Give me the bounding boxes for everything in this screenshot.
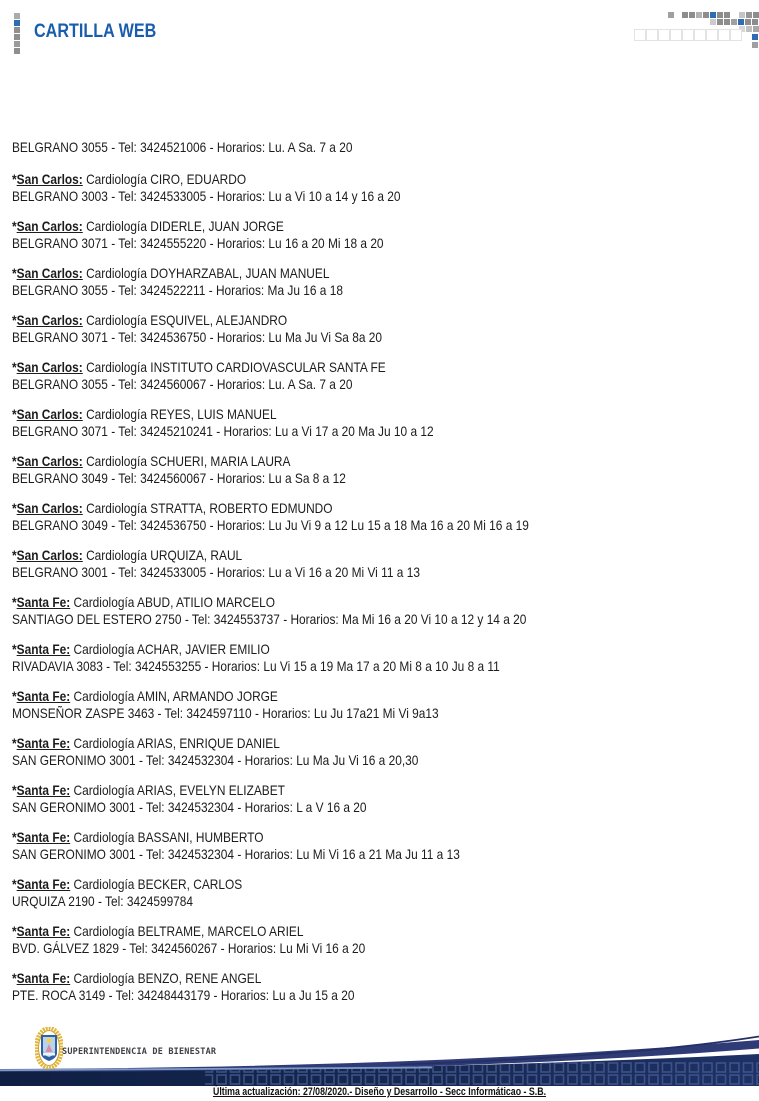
entry-name: DOYHARZABAL, JUAN MANUEL [150,265,330,281]
entry-location: Santa Fe: [16,829,71,845]
entry-name: DIDERLE, JUAN JORGE [150,218,284,234]
mosaic-square [703,12,709,18]
mosaic-square [717,12,723,18]
entry-specialty: Cardiología [86,500,147,516]
entry-marker: * [12,782,17,798]
entry-header-line [12,171,759,188]
entry-header-line [12,453,759,470]
logo-square [14,20,20,26]
entry-specialty: Cardiología [86,359,147,375]
entry-marker: * [12,359,17,375]
entry-specialty: Cardiología [73,829,135,845]
entry-details: BELGRANO 3071 - Tel: 3424555220 - Horarios: Lu 16 a 20 Mi 18 a 20 [12,235,384,251]
mosaic-square [710,19,716,25]
logo-square [14,27,20,33]
entry-name: BENZO, RENE ANGEL [137,970,262,986]
mosaic-outline-square [718,29,730,41]
entry-marker: * [12,171,17,187]
provider-entry [12,547,759,581]
entry-name: BELTRAME, MARCELO ARIEL [137,923,304,939]
entry-location: Santa Fe: [16,876,71,892]
entry-details: PTE. ROCA 3149 - Tel: 34248443179 - Horarios: Lu a Ju 15 a 20 [12,987,355,1003]
mosaic-outline-square [634,29,646,41]
crest-logo [35,1027,63,1069]
mosaic-outline-square [706,29,718,41]
entry-location: Santa Fe: [16,594,71,610]
entry-location: Santa Fe: [16,735,71,751]
entry-specialty: Cardiología [73,688,135,704]
entry-specialty: Cardiología [73,970,135,986]
entry-details: BELGRANO 3001 - Tel: 3424533005 - Horarios: Lu a Vi 16 a 20 Mi Vi 11 a 13 [12,564,420,580]
provider-entry [12,312,759,346]
entry-name: ACHAR, JAVIER EMILIO [137,641,270,657]
entry-marker: * [12,876,17,892]
entry-details: BELGRANO 3055 - Tel: 3424560067 - Horarios: Lu. A Sa. 7 a 20 [12,376,353,392]
mosaic-outline-square [694,29,706,41]
entry-location: San Carlos: [16,312,83,328]
entry-details: BELGRANO 3055 - Tel: 3424522211 - Horarios: Ma Ju 16 a 18 [12,282,343,298]
entry-marker: * [12,312,17,328]
entry-header-line [12,735,759,752]
entry-location: San Carlos: [16,500,83,516]
provider-list [12,139,759,1017]
provider-entry [12,500,759,534]
org-name: SUPERINTENDENCIA DE BIENESTAR [62,1047,217,1057]
entry-header-line [12,829,759,846]
entry-name: INSTITUTO CARDIOVASCULAR SANTA FE [150,359,386,375]
mosaic-square [724,19,730,25]
entry-location: Santa Fe: [16,923,71,939]
entry-name: REYES, LUIS MANUEL [150,406,277,422]
entry-header-line [12,782,759,799]
entry-header-line [12,641,759,658]
entry-specialty: Cardiología [73,594,135,610]
entry-marker: * [12,218,17,234]
entry-specialty: Cardiología [73,782,135,798]
entry-header-line [12,312,759,329]
entry-marker: * [12,594,17,610]
entry-name: ARIAS, ENRIQUE DANIEL [137,735,280,751]
mosaic-square [753,26,759,32]
entry-marker: * [12,641,17,657]
provider-entry [12,876,759,910]
entry-specialty: Cardiología [86,453,147,469]
logo-square [14,13,20,19]
entry-location: San Carlos: [16,547,83,563]
mosaic-square [710,12,716,18]
entry-details: BVD. GÁLVEZ 1829 - Tel: 3424560267 - Horarios: Lu Mi Vi 16 a 20 [12,940,366,956]
entry-details: SAN GERONIMO 3001 - Tel: 3424532304 - Horarios: Lu Mi Vi 16 a 21 Ma Ju 11 a 13 [12,846,460,862]
entry-location: Santa Fe: [16,688,71,704]
entry-specialty: Cardiología [73,923,135,939]
entry-specialty: Cardiología [86,265,147,281]
entry-details: BELGRANO 3049 - Tel: 3424560067 - Horarios: Lu a Sa 8 a 12 [12,470,346,486]
entry-header-line [12,688,759,705]
mosaic-outline-square [730,29,742,41]
entry-details: SAN GERONIMO 3001 - Tel: 3424532304 - Horarios: L a V 16 a 20 [12,799,367,815]
entry-location: Santa Fe: [16,641,71,657]
entry-marker: * [12,547,17,563]
entry-specialty: Cardiología [73,641,135,657]
entry-marker: * [12,688,17,704]
entry-header-line [12,876,759,893]
mosaic-square [689,12,695,18]
footer-update-line: Última actualización: 27/08/2020.- Diseño y Desarrollo - Secc Informáticao - S.B. [212,1086,547,1098]
entry-name: ARIAS, EVELYN ELIZABET [137,782,285,798]
entry-details: BELGRANO 3049 - Tel: 3424536750 - Horarios: Lu Ju Vi 9 a 12 Lu 15 a 18 Ma 16 a 20 Mi 16 a 19 [12,517,529,533]
mosaic-square [752,42,758,48]
entry-location: San Carlos: [16,406,83,422]
entry-header-line [12,547,759,564]
entry-header-line [12,406,759,423]
entry-header-line [12,500,759,517]
entry-location: San Carlos: [16,359,83,375]
provider-entry [12,406,759,440]
mosaic-square [752,34,758,40]
provider-entry [12,923,759,957]
mosaic-square [724,12,730,18]
entry-name: AMIN, ARMANDO JORGE [137,688,278,704]
entry-marker: * [12,453,17,469]
entry-header-line [12,923,759,940]
logo-square [14,34,20,40]
entry-marker: * [12,735,17,751]
mosaic-square [717,19,723,25]
entry-header-line [12,970,759,987]
mosaic-square [731,19,737,25]
entry-location: Santa Fe: [16,782,71,798]
entry-details: SANTIAGO DEL ESTERO 2750 - Tel: 3424553737 - Horarios: Ma Mi 16 a 20 Vi 10 a 12 y 14 a 20 [12,611,527,627]
entry-location: Santa Fe: [16,970,71,986]
entry-name: BASSANI, HUMBERTO [137,829,264,845]
mosaic-square [738,19,744,25]
logo-square [14,48,20,54]
entry-specialty: Cardiología [73,876,135,892]
mosaic-square [746,12,752,18]
entry-details: RIVADAVIA 3083 - Tel: 3424553255 - Horarios: Lu Vi 15 a 19 Ma 17 a 20 Mi 8 a 10 Ju 8 a 11 [12,658,500,674]
provider-entry [12,829,759,863]
entry-header-line [12,265,759,282]
page-footer [0,1026,759,1101]
entry-specialty: Cardiología [86,547,147,563]
entry-name: CIRO, EDUARDO [150,171,247,187]
mosaic-square [739,12,745,18]
entry-details: BELGRANO 3071 - Tel: 3424536750 - Horarios: Lu Ma Ju Vi Sa 8a 20 [12,329,383,345]
mosaic-square [753,12,759,18]
provider-entry [12,594,759,628]
provider-entry [12,359,759,393]
mosaic-outline-square [658,29,670,41]
entry-name: URQUIZA, RAUL [150,547,243,563]
provider-entry [12,171,759,205]
entry-name: SCHUERI, MARIA LAURA [150,453,291,469]
entry-header-line [12,594,759,611]
entry-name: STRATTA, ROBERTO EDMUNDO [150,500,333,516]
entry-marker: * [12,829,17,845]
entry-marker: * [12,500,17,516]
entry-specialty: Cardiología [86,312,147,328]
provider-entry [12,970,759,1004]
provider-entry [12,688,759,722]
mosaic-square [746,26,752,32]
entry-location: San Carlos: [16,218,83,234]
provider-entry [12,218,759,252]
mosaic-square [745,19,751,25]
provider-entry [12,782,759,816]
mosaic-outline-square [646,29,658,41]
logo-square [14,41,20,47]
entry-marker: * [12,265,17,281]
mosaic-square [696,12,702,18]
entry-marker: * [12,923,17,939]
mosaic-square [682,12,688,18]
app-title: CARTILLA WEB [34,21,157,42]
entry-specialty: Cardiología [73,735,135,751]
entry-location: San Carlos: [16,171,83,187]
entry-header-line [12,359,759,376]
entry-details: MONSEÑOR ZASPE 3463 - Tel: 3424597110 - Horarios: Lu Ju 17a21 Mi Vi 9a13 [12,705,439,721]
entry-details: URQUIZA 2190 - Tel: 3424599784 [12,893,194,909]
provider-entry [12,265,759,299]
entry-header-line [12,218,759,235]
entry-details: BELGRANO 3071 - Tel: 34245210241 - Horarios: Lu a Vi 17 a 20 Ma Ju 10 a 12 [12,423,434,439]
entry-details: SAN GERONIMO 3001 - Tel: 3424532304 - Horarios: Lu Ma Ju Vi 16 a 20,30 [12,752,419,768]
entry-name: ABUD, ATILIO MARCELO [137,594,276,610]
entry-location: San Carlos: [16,453,83,469]
entry-name: BECKER, CARLOS [137,876,243,892]
mosaic-square [668,12,674,18]
mosaic-outline-square [682,29,694,41]
provider-entry [12,641,759,675]
entry-marker: * [12,970,17,986]
provider-entry [12,735,759,769]
entry-specialty: Cardiología [86,171,147,187]
entry-specialty: Cardiología [86,406,147,422]
entry-specialty: Cardiología [86,218,147,234]
provider-entry [12,453,759,487]
entry-details: BELGRANO 3003 - Tel: 3424533005 - Horarios: Lu a Vi 10 a 14 y 16 a 20 [12,188,401,204]
entry-location: San Carlos: [16,265,83,281]
mosaic-outline-square [670,29,682,41]
provider-entry-continued: BELGRANO 3055 - Tel: 3424521006 - Horarios: Lu. A Sa. 7 a 20 [12,139,353,155]
entry-marker: * [12,406,17,422]
entry-name: ESQUIVEL, ALEJANDRO [150,312,288,328]
mosaic-square [752,19,758,25]
page-header [0,0,759,60]
